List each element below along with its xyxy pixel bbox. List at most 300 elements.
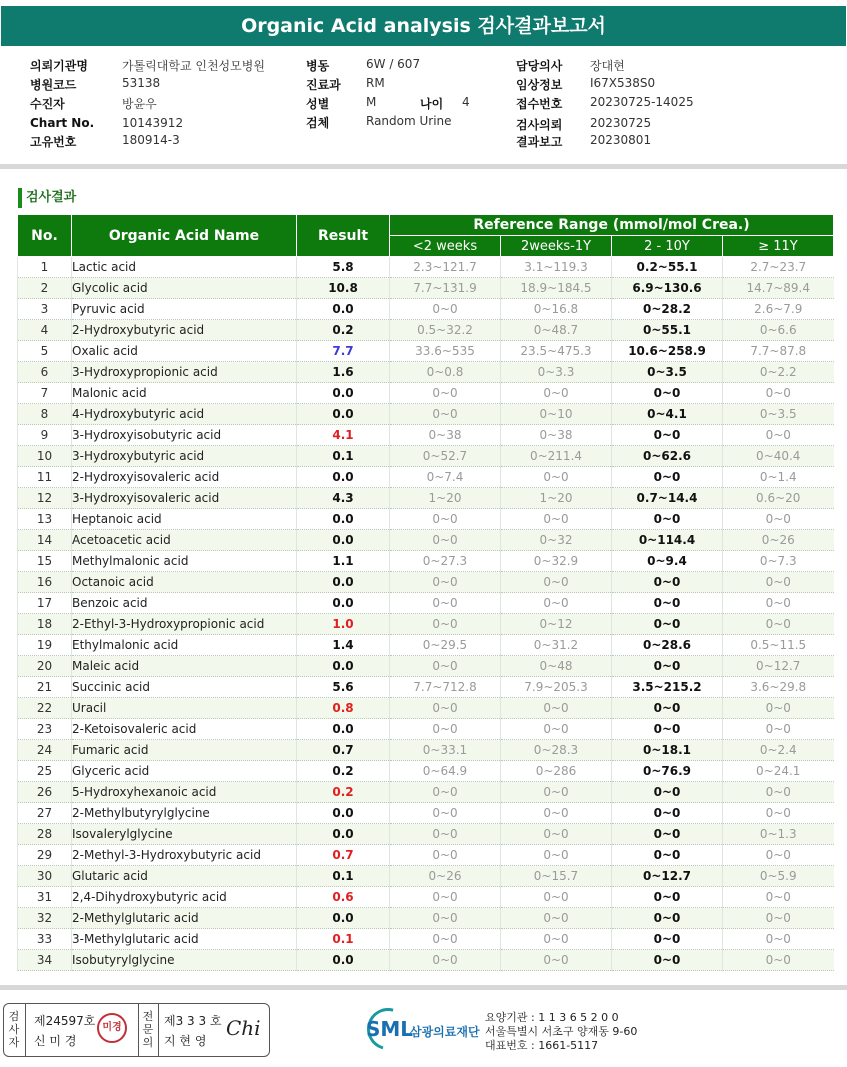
ref-2-10y: 0~28.2 [612, 299, 723, 320]
ref-2w-1y: 0~0 [501, 782, 612, 803]
acid-name: 2-Hydroxybutyric acid [72, 320, 297, 341]
ref-lt2w: 0~0.8 [390, 362, 501, 383]
ref-ge11y: 0~0 [723, 887, 834, 908]
ref-lt2w: 0~0 [390, 698, 501, 719]
row-number: 33 [18, 929, 72, 950]
table-row [18, 467, 834, 488]
info-label: Chart No. [30, 116, 95, 130]
ref-2-10y: 0~9.4 [612, 551, 723, 572]
ref-ge11y: 0~0 [723, 782, 834, 803]
acid-name: 3-Methylglutaric acid [72, 929, 297, 950]
ref-ge11y: 0~0 [723, 929, 834, 950]
seal-stamp: 미경 [97, 1013, 127, 1043]
acid-name: Fumaric acid [72, 740, 297, 761]
table-row [18, 320, 834, 341]
result-value: 0.6 [297, 887, 390, 908]
ref-2-10y: 0~0 [612, 950, 723, 971]
ref-2-10y: 6.9~130.6 [612, 278, 723, 299]
ref-ge11y: 0~6.6 [723, 320, 834, 341]
acid-name: Malonic acid [72, 383, 297, 404]
ref-lt2w: 1~20 [390, 488, 501, 509]
acid-name: Methylmalonic acid [72, 551, 297, 572]
table-row [18, 929, 834, 950]
ref-2w-1y: 3.1~119.3 [501, 257, 612, 278]
header-ref-col: ≥ 11Y [723, 236, 834, 257]
ref-lt2w: 0~0 [390, 614, 501, 635]
table-row [18, 530, 834, 551]
table-row [18, 614, 834, 635]
result-value: 0.1 [297, 929, 390, 950]
specialist-label: 전문의 [142, 1010, 154, 1049]
ref-2-10y: 0~0 [612, 614, 723, 635]
ref-lt2w: 0~0 [390, 929, 501, 950]
result-value: 1.0 [297, 614, 390, 635]
table-row [18, 593, 834, 614]
info-value: 53138 [122, 76, 161, 90]
ref-2w-1y: 0~286 [501, 761, 612, 782]
ref-ge11y: 0~0 [723, 383, 834, 404]
ref-lt2w: 0~0 [390, 719, 501, 740]
ref-2w-1y: 0~0 [501, 929, 612, 950]
row-number: 12 [18, 488, 72, 509]
table-row [18, 635, 834, 656]
acid-name: 2,4-Dihydroxybutyric acid [72, 887, 297, 908]
ref-ge11y: 0~3.5 [723, 404, 834, 425]
table-row [18, 719, 834, 740]
ref-ge11y: 0~7.3 [723, 551, 834, 572]
ref-lt2w: 0~0 [390, 845, 501, 866]
result-value: 0.1 [297, 866, 390, 887]
ref-lt2w: 0~0 [390, 530, 501, 551]
ref-ge11y: 2.7~23.7 [723, 257, 834, 278]
ref-2-10y: 0~0 [612, 593, 723, 614]
table-row [18, 446, 834, 467]
info-value: Random Urine [366, 114, 452, 128]
acid-name: Glycolic acid [72, 278, 297, 299]
lab-phone: 대표번호 : 1661-5117 [485, 1039, 599, 1052]
table-row [18, 299, 834, 320]
acid-name: 2-Ketoisovaleric acid [72, 719, 297, 740]
info-value: 방윤우 [122, 97, 157, 111]
ref-2w-1y: 0~0 [501, 467, 612, 488]
ref-2w-1y: 0~0 [501, 824, 612, 845]
ref-2w-1y: 0~0 [501, 509, 612, 530]
table-row [18, 824, 834, 845]
result-value: 0.0 [297, 719, 390, 740]
row-number: 18 [18, 614, 72, 635]
specialist-number: 제3 3 3 호 [164, 1014, 222, 1028]
ref-ge11y: 0~2.2 [723, 362, 834, 383]
ref-ge11y: 7.7~87.8 [723, 341, 834, 362]
info-value: 180914-3 [122, 133, 180, 147]
info-label: 결과보고 [516, 135, 563, 149]
signature: Chi [226, 1016, 261, 1040]
ref-lt2w: 0~0 [390, 782, 501, 803]
row-number: 20 [18, 656, 72, 677]
row-number: 1 [18, 257, 72, 278]
ref-ge11y: 0~2.4 [723, 740, 834, 761]
info-label: 검사의뢰 [516, 118, 563, 132]
row-number: 16 [18, 572, 72, 593]
divider [158, 1004, 159, 1056]
ref-2w-1y: 0~0 [501, 719, 612, 740]
sml-logo: SML [366, 1017, 414, 1041]
ref-2w-1y: 0~0 [501, 698, 612, 719]
result-value: 1.4 [297, 635, 390, 656]
result-value: 7.7 [297, 341, 390, 362]
acid-name: 2-Ethyl-3-Hydroxypropionic acid [72, 614, 297, 635]
table-row [18, 383, 834, 404]
ref-2-10y: 0~0 [612, 908, 723, 929]
result-value: 4.3 [297, 488, 390, 509]
ref-2-10y: 0~55.1 [612, 320, 723, 341]
table-row [18, 362, 834, 383]
table-row [18, 278, 834, 299]
ref-2w-1y: 0~211.4 [501, 446, 612, 467]
ref-2w-1y: 0~48 [501, 656, 612, 677]
info-label: 성별 [306, 97, 330, 111]
report-title: Organic Acid analysis 검사결과보고서 [1, 6, 846, 46]
result-value: 0.0 [297, 509, 390, 530]
acid-name: Pyruvic acid [72, 299, 297, 320]
ref-2w-1y: 1~20 [501, 488, 612, 509]
ref-ge11y: 0~0 [723, 593, 834, 614]
info-value: 10143912 [122, 116, 184, 130]
ref-2-10y: 0.7~14.4 [612, 488, 723, 509]
ref-2-10y: 0~76.9 [612, 761, 723, 782]
row-number: 3 [18, 299, 72, 320]
row-number: 32 [18, 908, 72, 929]
info-value: 20230801 [590, 133, 652, 147]
result-value: 0.7 [297, 740, 390, 761]
ref-lt2w: 0~52.7 [390, 446, 501, 467]
result-value: 0.7 [297, 845, 390, 866]
acid-name: Glyceric acid [72, 761, 297, 782]
row-number: 31 [18, 887, 72, 908]
result-value: 0.0 [297, 404, 390, 425]
ref-2-10y: 0~0 [612, 698, 723, 719]
result-value: 0.0 [297, 950, 390, 971]
ref-2-10y: 0~0 [612, 845, 723, 866]
ref-lt2w: 0~0 [390, 593, 501, 614]
info-value: M [366, 95, 377, 109]
info-label: 접수번호 [516, 97, 563, 111]
table-row [18, 677, 834, 698]
ref-ge11y: 0~40.4 [723, 446, 834, 467]
ref-lt2w: 0~33.1 [390, 740, 501, 761]
ref-ge11y: 14.7~89.4 [723, 278, 834, 299]
ref-2w-1y: 0~0 [501, 383, 612, 404]
row-number: 24 [18, 740, 72, 761]
ref-lt2w: 7.7~131.9 [390, 278, 501, 299]
result-value: 1.1 [297, 551, 390, 572]
result-value: 10.8 [297, 278, 390, 299]
result-value: 1.6 [297, 362, 390, 383]
ref-2-10y: 0~0 [612, 467, 723, 488]
divider [138, 1004, 139, 1056]
ref-lt2w: 33.6~535 [390, 341, 501, 362]
ref-lt2w: 0~26 [390, 866, 501, 887]
table-row [18, 866, 834, 887]
info-value: 4 [462, 95, 470, 109]
result-value: 0.0 [297, 383, 390, 404]
result-value: 0.0 [297, 656, 390, 677]
table-row [18, 698, 834, 719]
ref-lt2w: 0~0 [390, 803, 501, 824]
ref-lt2w: 0~0 [390, 299, 501, 320]
result-value: 0.0 [297, 572, 390, 593]
info-label: 검체 [306, 116, 330, 130]
acid-name: 4-Hydroxybutyric acid [72, 404, 297, 425]
ref-2w-1y: 0~0 [501, 950, 612, 971]
ref-2-10y: 0.2~55.1 [612, 257, 723, 278]
table-row [18, 656, 834, 677]
acid-name: 2-Methylglutaric acid [72, 908, 297, 929]
ref-2-10y: 0~0 [612, 782, 723, 803]
result-value: 0.1 [297, 446, 390, 467]
ref-ge11y: 0~0 [723, 425, 834, 446]
ref-lt2w: 0~0 [390, 656, 501, 677]
patient-info [0, 52, 847, 162]
tester-name: 신 미 경 [34, 1034, 77, 1048]
ref-2-10y: 3.5~215.2 [612, 677, 723, 698]
ref-2w-1y: 0~0 [501, 803, 612, 824]
ref-lt2w: 0~0 [390, 824, 501, 845]
info-label: 나이 [420, 97, 444, 111]
ref-ge11y: 0~1.4 [723, 467, 834, 488]
info-value: 장대현 [590, 59, 625, 73]
ref-lt2w: 0~38 [390, 425, 501, 446]
ref-ge11y: 0~12.7 [723, 656, 834, 677]
ref-2w-1y: 0~0 [501, 908, 612, 929]
ref-2-10y: 0~4.1 [612, 404, 723, 425]
table-row [18, 572, 834, 593]
ref-2-10y: 0~18.1 [612, 740, 723, 761]
header-ref-col: 2 - 10Y [612, 236, 723, 257]
table-row [18, 257, 834, 278]
ref-2-10y: 0~0 [612, 803, 723, 824]
row-number: 34 [18, 950, 72, 971]
ref-2w-1y: 0~0 [501, 845, 612, 866]
row-number: 22 [18, 698, 72, 719]
table-row [18, 551, 834, 572]
ref-2w-1y: 0~0 [501, 593, 612, 614]
ref-2-10y: 0~28.6 [612, 635, 723, 656]
table-row [18, 908, 834, 929]
ref-2-10y: 0~3.5 [612, 362, 723, 383]
ref-lt2w: 0~0 [390, 887, 501, 908]
row-number: 7 [18, 383, 72, 404]
result-value: 0.0 [297, 593, 390, 614]
acid-name: Octanoic acid [72, 572, 297, 593]
ref-ge11y: 0.6~20 [723, 488, 834, 509]
ref-2w-1y: 18.9~184.5 [501, 278, 612, 299]
ref-ge11y: 0~5.9 [723, 866, 834, 887]
info-value: 6W / 607 [366, 57, 421, 71]
ref-2-10y: 0~0 [612, 509, 723, 530]
info-value: RM [366, 76, 385, 90]
row-number: 10 [18, 446, 72, 467]
row-number: 26 [18, 782, 72, 803]
ref-2w-1y: 0~0 [501, 887, 612, 908]
acid-name: Oxalic acid [72, 341, 297, 362]
ref-2w-1y: 0~16.8 [501, 299, 612, 320]
result-value: 0.2 [297, 761, 390, 782]
row-number: 9 [18, 425, 72, 446]
ref-lt2w: 0.5~32.2 [390, 320, 501, 341]
ref-ge11y: 0~0 [723, 908, 834, 929]
ref-2-10y: 10.6~258.9 [612, 341, 723, 362]
acid-name: Benzoic acid [72, 593, 297, 614]
row-number: 14 [18, 530, 72, 551]
ref-2-10y: 0~62.6 [612, 446, 723, 467]
info-label: 담당의사 [516, 59, 563, 73]
acid-name: Ethylmalonic acid [72, 635, 297, 656]
ref-2w-1y: 0~3.3 [501, 362, 612, 383]
ref-2w-1y: 0~32.9 [501, 551, 612, 572]
result-value: 5.6 [297, 677, 390, 698]
row-number: 2 [18, 278, 72, 299]
signature-box [3, 1003, 270, 1057]
result-value: 0.0 [297, 803, 390, 824]
lab-info [485, 1011, 637, 1053]
ref-lt2w: 2.3~121.7 [390, 257, 501, 278]
row-number: 6 [18, 362, 72, 383]
header-result: Result [297, 215, 390, 257]
table-row [18, 950, 834, 971]
results-table [17, 214, 834, 971]
info-label: 의뢰기관명 [30, 59, 88, 73]
ref-ge11y: 2.6~7.9 [723, 299, 834, 320]
ref-2w-1y: 0~32 [501, 530, 612, 551]
ref-lt2w: 0~27.3 [390, 551, 501, 572]
header-ref-col: 2weeks-1Y [501, 236, 612, 257]
result-value: 0.0 [297, 530, 390, 551]
header-ref-col: <2 weeks [390, 236, 501, 257]
acid-name: 3-Hydroxyisovaleric acid [72, 488, 297, 509]
acid-name: Acetoacetic acid [72, 530, 297, 551]
acid-name: Uracil [72, 698, 297, 719]
result-value: 4.1 [297, 425, 390, 446]
table-row [18, 803, 834, 824]
ref-2w-1y: 0~28.3 [501, 740, 612, 761]
ref-lt2w: 0~7.4 [390, 467, 501, 488]
ref-lt2w: 7.7~712.8 [390, 677, 501, 698]
company-name: 삼광의료재단 [410, 1025, 480, 1039]
result-value: 0.0 [297, 467, 390, 488]
ref-2w-1y: 0~48.7 [501, 320, 612, 341]
row-number: 17 [18, 593, 72, 614]
ref-2w-1y: 0~12 [501, 614, 612, 635]
tester-label: 검사자 [8, 1010, 20, 1049]
ref-ge11y: 0~1.3 [723, 824, 834, 845]
table-row [18, 341, 834, 362]
ref-ge11y: 0~0 [723, 698, 834, 719]
result-value: 0.0 [297, 824, 390, 845]
ref-2w-1y: 0~0 [501, 572, 612, 593]
result-value: 0.0 [297, 299, 390, 320]
ref-2-10y: 0~0 [612, 929, 723, 950]
info-value: 가톨릭대학교 인천성모병원 [122, 59, 265, 73]
acid-name: 3-Hydroxypropionic acid [72, 362, 297, 383]
info-label: 진료과 [306, 78, 341, 92]
ref-2w-1y: 0~15.7 [501, 866, 612, 887]
ref-ge11y: 3.6~29.8 [723, 677, 834, 698]
ref-2-10y: 0~0 [612, 383, 723, 404]
row-number: 21 [18, 677, 72, 698]
row-number: 27 [18, 803, 72, 824]
row-number: 15 [18, 551, 72, 572]
acid-name: 2-Methyl-3-Hydroxybutyric acid [72, 845, 297, 866]
ref-ge11y: 0~24.1 [723, 761, 834, 782]
ref-ge11y: 0~0 [723, 614, 834, 635]
acid-name: 3-Hydroxyisobutyric acid [72, 425, 297, 446]
table-row [18, 845, 834, 866]
acid-name: Lactic acid [72, 257, 297, 278]
ref-ge11y: 0~0 [723, 803, 834, 824]
ref-2w-1y: 23.5~475.3 [501, 341, 612, 362]
header-reference-range: Reference Range (mmol/mol Crea.) [390, 215, 834, 236]
specialist-name: 지 현 영 [164, 1034, 207, 1048]
row-number: 4 [18, 320, 72, 341]
ref-2w-1y: 0~10 [501, 404, 612, 425]
result-value: 0.2 [297, 320, 390, 341]
acid-name: Isobutyrylglycine [72, 950, 297, 971]
results-body [18, 257, 834, 971]
table-row [18, 425, 834, 446]
row-number: 5 [18, 341, 72, 362]
acid-name: Glutaric acid [72, 866, 297, 887]
ref-2-10y: 0~114.4 [612, 530, 723, 551]
tester-number: 제24597호 [34, 1014, 96, 1028]
row-number: 8 [18, 404, 72, 425]
acid-name: Maleic acid [72, 656, 297, 677]
ref-2-10y: 0~0 [612, 887, 723, 908]
ref-lt2w: 0~0 [390, 908, 501, 929]
divider [0, 164, 847, 169]
table-row [18, 740, 834, 761]
table-row [18, 761, 834, 782]
ref-lt2w: 0~0 [390, 950, 501, 971]
ref-lt2w: 0~0 [390, 509, 501, 530]
ref-2-10y: 0~0 [612, 824, 723, 845]
ref-ge11y: 0~0 [723, 572, 834, 593]
acid-name: Succinic acid [72, 677, 297, 698]
ref-ge11y: 0~0 [723, 509, 834, 530]
row-number: 11 [18, 467, 72, 488]
ref-ge11y: 0~0 [723, 950, 834, 971]
section-title: 검사결과 [18, 188, 76, 208]
row-number: 13 [18, 509, 72, 530]
ref-2-10y: 0~12.7 [612, 866, 723, 887]
ref-lt2w: 0~0 [390, 383, 501, 404]
row-number: 29 [18, 845, 72, 866]
table-row [18, 404, 834, 425]
acid-name: 5-Hydroxyhexanoic acid [72, 782, 297, 803]
result-value: 0.8 [297, 698, 390, 719]
divider [0, 985, 847, 990]
lab-address: 서울특별시 서초구 양재동 9-60 [485, 1025, 638, 1038]
result-value: 0.0 [297, 908, 390, 929]
header-name: Organic Acid Name [72, 215, 297, 257]
ref-lt2w: 0~29.5 [390, 635, 501, 656]
info-label: 임상정보 [516, 78, 563, 92]
acid-name: 3-Hydroxybutyric acid [72, 446, 297, 467]
info-label: 수진자 [30, 97, 65, 111]
table-row [18, 488, 834, 509]
acid-name: Heptanoic acid [72, 509, 297, 530]
ref-ge11y: 0.5~11.5 [723, 635, 834, 656]
